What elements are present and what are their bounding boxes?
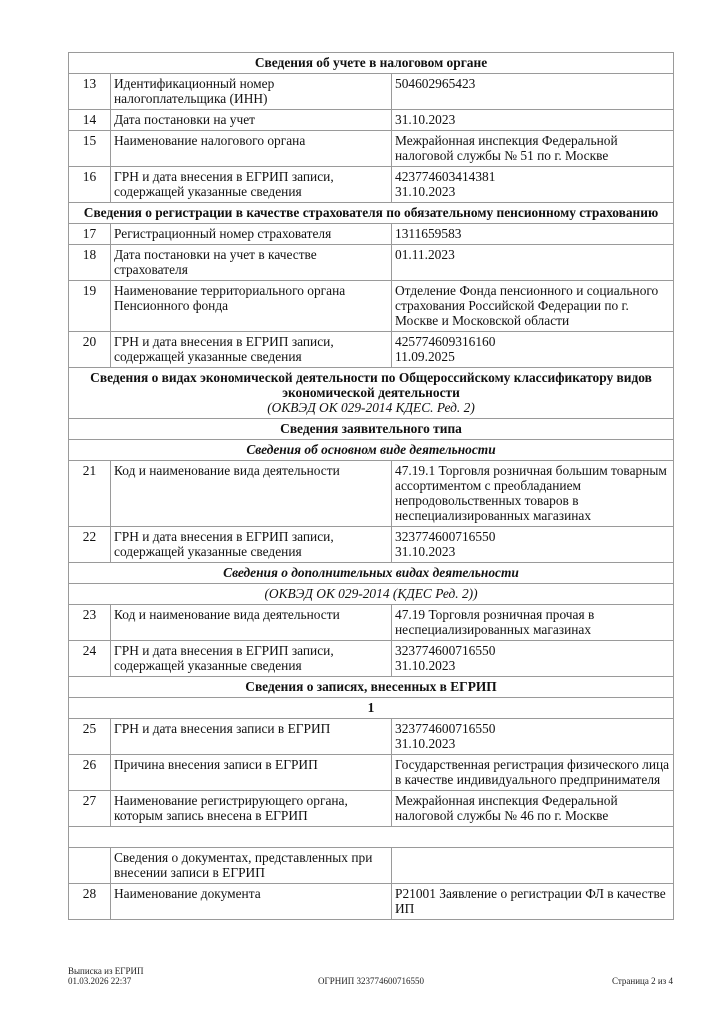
declarative-title: Сведения заявительного типа — [69, 419, 674, 440]
table-row — [69, 719, 674, 755]
row-number: 19 — [69, 281, 111, 332]
row-number: 18 — [69, 245, 111, 281]
section-header-row — [69, 440, 674, 461]
row-value: Отделение Фонда пенсионного и социального страхования Российской Федерации по г. Москве и Московской области — [392, 281, 674, 332]
table-row — [69, 167, 674, 203]
row-number: 16 — [69, 167, 111, 203]
row-label: Идентификационный номер налогоплательщика (ИНН) — [111, 74, 392, 110]
section-header-row — [69, 368, 674, 419]
additional-activity-subtitle: (ОКВЭД ОК 029-2014 (КДЕС Ред. 2)) — [69, 584, 674, 605]
egrip-extract-table — [68, 52, 674, 920]
row-value — [392, 167, 674, 203]
grn-value: 425774609316160 — [395, 334, 496, 349]
okved-subtitle: (ОКВЭД ОК 029-2014 КДЕС. Ред. 2) — [267, 400, 475, 415]
footer-doc-name: Выписка из ЕГРИП — [68, 966, 144, 976]
row-number: 27 — [69, 791, 111, 827]
spacer-row — [69, 827, 674, 848]
row-label: Наименование налогового органа — [111, 131, 392, 167]
row-number: 26 — [69, 755, 111, 791]
main-activity-title: Сведения об основном виде деятельности — [69, 440, 674, 461]
table-row — [69, 224, 674, 245]
section-header-row — [69, 203, 674, 224]
footer-datetime: 01.03.2026 22:37 — [68, 976, 132, 986]
table-row — [69, 461, 674, 527]
row-value — [392, 641, 674, 677]
additional-activity-title: Сведения о дополнительных видах деятельности — [69, 563, 674, 584]
record-number: 1 — [69, 698, 674, 719]
table-row — [69, 527, 674, 563]
table-row — [69, 791, 674, 827]
row-number: 24 — [69, 641, 111, 677]
row-number: 17 — [69, 224, 111, 245]
section-title-pension: Сведения о регистрации в качестве страхователя по обязательному пенсионному страхованию — [69, 203, 674, 224]
row-value: 31.10.2023 — [392, 110, 674, 131]
section-header-row — [69, 698, 674, 719]
documents-label: Сведения о документах, представленных при внесении записи в ЕГРИП — [111, 848, 392, 884]
row-label: Код и наименование вида деятельности — [111, 605, 392, 641]
row-label: Наименование регистрирующего органа, которым запись внесена в ЕГРИП — [111, 791, 392, 827]
grn-date: 31.10.2023 — [395, 544, 456, 559]
row-label: Код и наименование вида деятельности — [111, 461, 392, 527]
row-value — [392, 332, 674, 368]
row-value: Р21001 Заявление о регистрации ФЛ в качестве ИП — [392, 884, 674, 920]
row-number: 23 — [69, 605, 111, 641]
section-header-row — [69, 53, 674, 74]
footer-ogrnip: ОГРНИП 323774600716550 — [318, 976, 424, 986]
row-value-empty — [392, 848, 674, 884]
row-label: Дата постановки на учет в качестве страхователя — [111, 245, 392, 281]
row-number-empty — [69, 848, 111, 884]
row-label: Наименование территориального органа Пенсионного фонда — [111, 281, 392, 332]
table-row — [69, 131, 674, 167]
grn-value: 423774603414381 — [395, 169, 496, 184]
row-label: ГРН и дата внесения в ЕГРИП записи, содержащей указанные сведения — [111, 527, 392, 563]
grn-date: 31.10.2023 — [395, 736, 456, 751]
table-row — [69, 848, 674, 884]
row-number: 28 — [69, 884, 111, 920]
row-value: Государственная регистрация физического лица в качестве индивидуального предпринимателя — [392, 755, 674, 791]
row-number: 14 — [69, 110, 111, 131]
row-value: 47.19.1 Торговля розничная большим товарным ассортиментом с преобладанием непродовольственных товаров в неспециализированных магазинах — [392, 461, 674, 527]
section-header-row — [69, 677, 674, 698]
section-header-row — [69, 563, 674, 584]
grn-value: 323774600716550 — [395, 721, 496, 736]
row-number: 25 — [69, 719, 111, 755]
footer-left — [68, 966, 144, 986]
grn-date: 11.09.2025 — [395, 349, 455, 364]
row-value — [392, 719, 674, 755]
row-number: 22 — [69, 527, 111, 563]
section-header-row — [69, 584, 674, 605]
row-label: Регистрационный номер страхователя — [111, 224, 392, 245]
row-value: 1311659583 — [392, 224, 674, 245]
row-value: 504602965423 — [392, 74, 674, 110]
row-number: 13 — [69, 74, 111, 110]
row-value: 01.11.2023 — [392, 245, 674, 281]
table-row — [69, 74, 674, 110]
section-title-okved — [69, 368, 674, 419]
table-row — [69, 605, 674, 641]
row-label: ГРН и дата внесения в ЕГРИП записи, содержащей указанные сведения — [111, 167, 392, 203]
row-number: 20 — [69, 332, 111, 368]
row-label: ГРН и дата внесения в ЕГРИП записи, содержащей указанные сведения — [111, 641, 392, 677]
row-value — [392, 527, 674, 563]
row-value: Межрайонная инспекция Федеральной налоговой службы № 51 по г. Москве — [392, 131, 674, 167]
section-header-row — [69, 419, 674, 440]
table-row — [69, 641, 674, 677]
table-row — [69, 755, 674, 791]
grn-value: 323774600716550 — [395, 643, 496, 658]
grn-value: 323774600716550 — [395, 529, 496, 544]
row-label: ГРН и дата внесения в ЕГРИП записи, содержащей указанные сведения — [111, 332, 392, 368]
row-number: 15 — [69, 131, 111, 167]
row-number: 21 — [69, 461, 111, 527]
footer-page-number: Страница 2 из 4 — [612, 976, 673, 986]
row-label: Дата постановки на учет — [111, 110, 392, 131]
table-row — [69, 245, 674, 281]
grn-date: 31.10.2023 — [395, 184, 456, 199]
okved-title: Сведения о видах экономической деятельности по Общероссийскому классификатору видов экономической деятельности — [90, 370, 652, 400]
row-label: ГРН и дата внесения записи в ЕГРИП — [111, 719, 392, 755]
row-label: Наименование документа — [111, 884, 392, 920]
row-label: Причина внесения записи в ЕГРИП — [111, 755, 392, 791]
section-title-tax: Сведения об учете в налоговом органе — [69, 53, 674, 74]
table-row — [69, 884, 674, 920]
table-row — [69, 332, 674, 368]
row-value: Межрайонная инспекция Федеральной налоговой службы № 46 по г. Москве — [392, 791, 674, 827]
grn-date: 31.10.2023 — [395, 658, 456, 673]
table-row — [69, 110, 674, 131]
row-value: 47.19 Торговля розничная прочая в неспециализированных магазинах — [392, 605, 674, 641]
blank-cell — [69, 827, 674, 848]
table-row — [69, 281, 674, 332]
section-title-records: Сведения о записях, внесенных в ЕГРИП — [69, 677, 674, 698]
